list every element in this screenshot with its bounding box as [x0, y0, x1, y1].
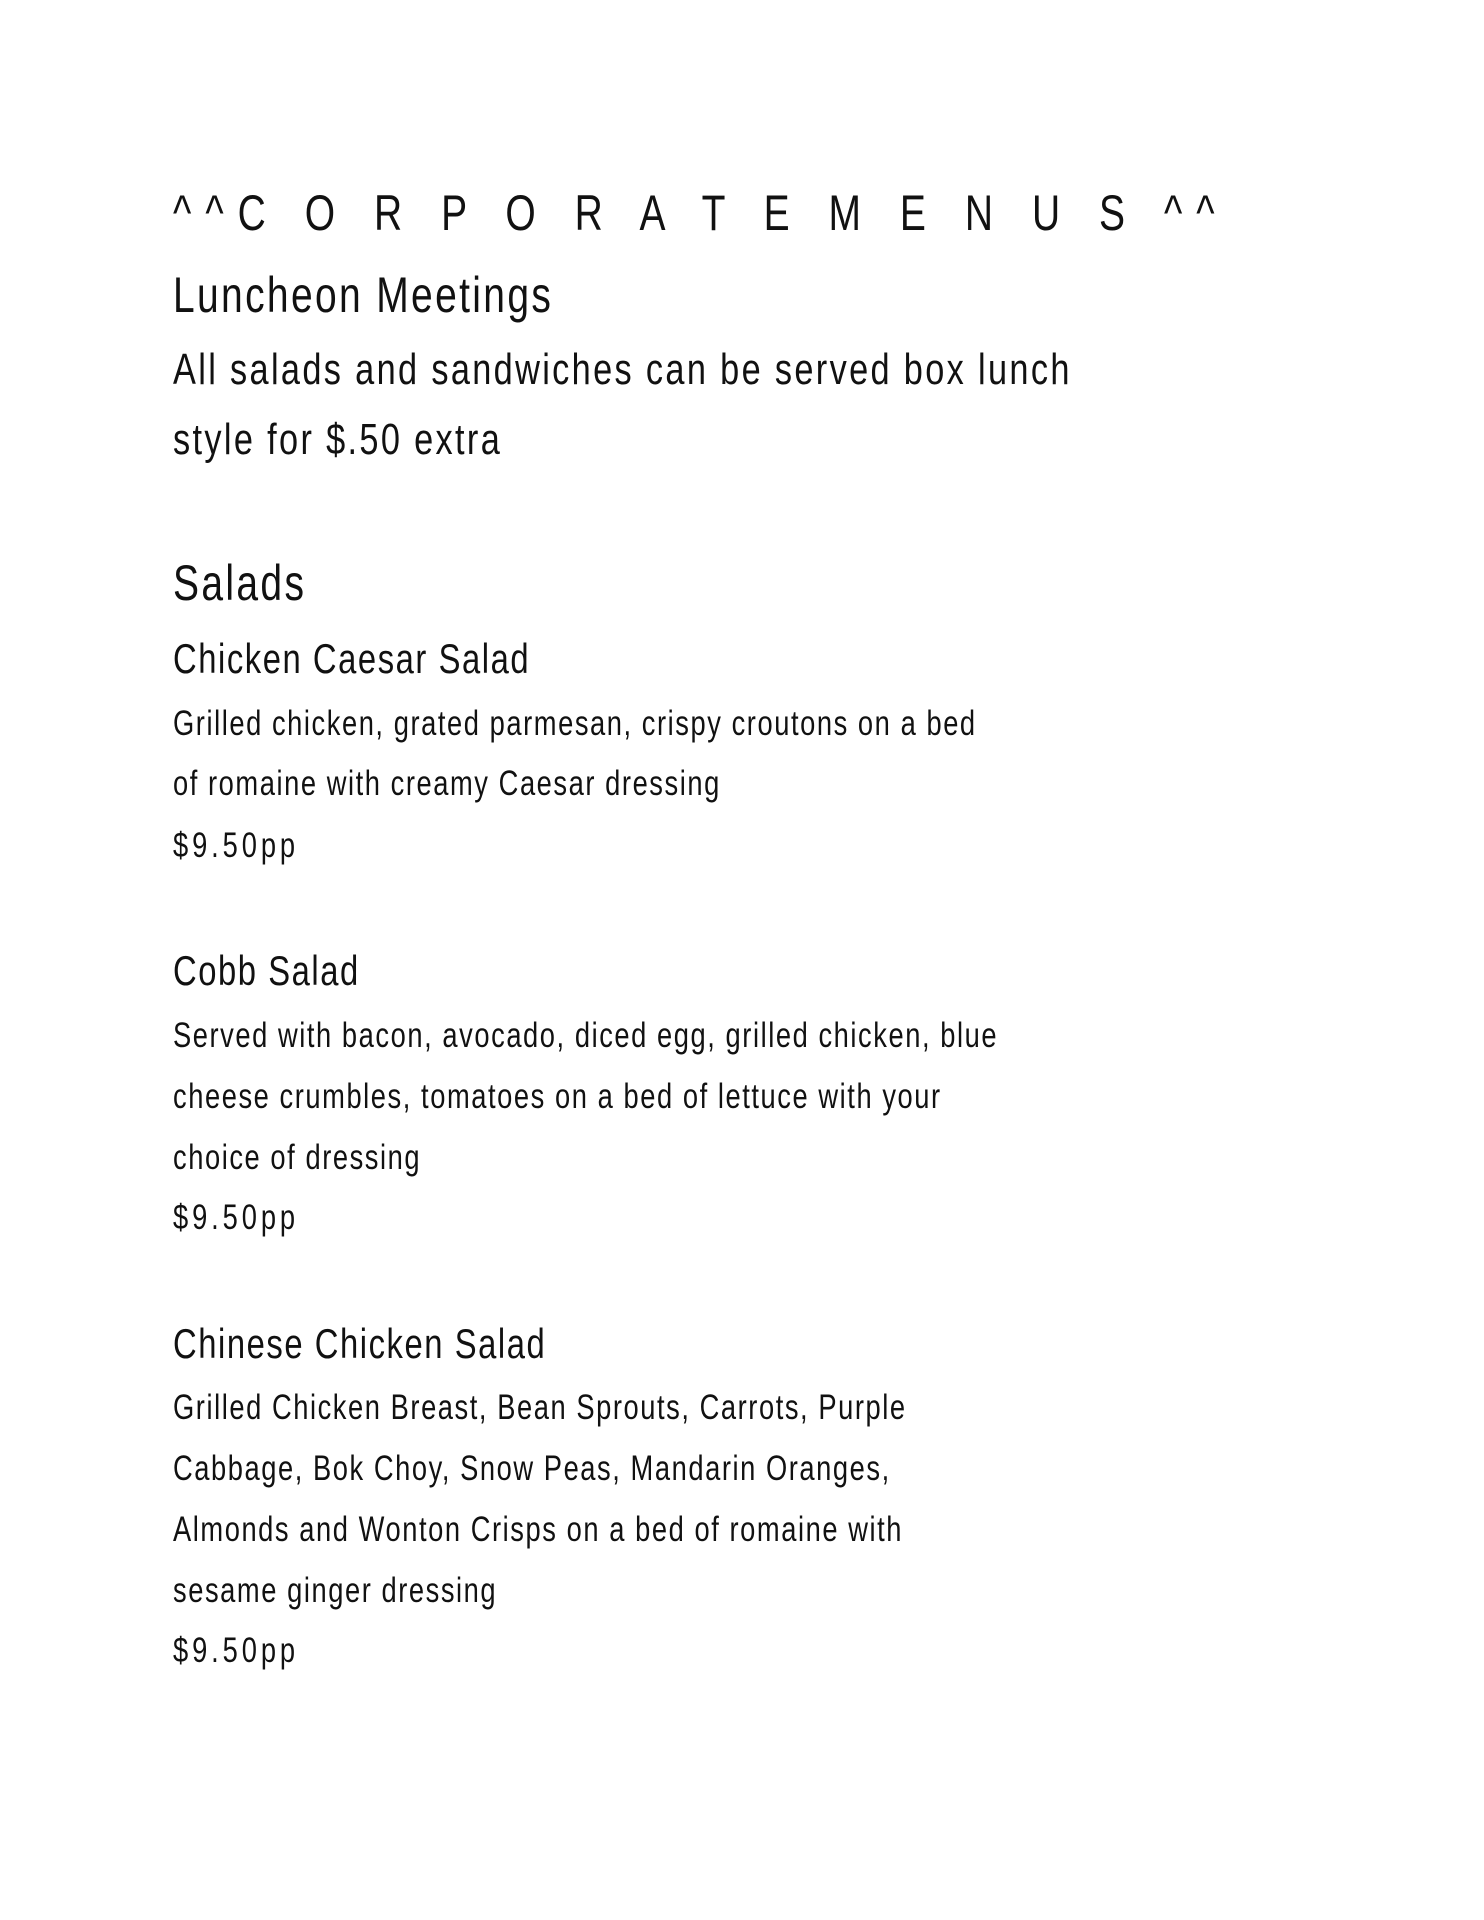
menu-item-description: Grilled Chicken Breast, Bean Sprouts, Carrots, Purple [173, 1388, 907, 1427]
menu-item-description: cheese crumbles, tomatoes on a bed of lettuce with your [173, 1077, 942, 1116]
menu-item-description: Grilled chicken, grated parmesan, crispy croutons on a bed [173, 704, 977, 743]
menu-item-price: $9.50pp [173, 1198, 299, 1237]
menu-item-description: choice of dressing [173, 1138, 422, 1177]
menu-item-price: $9.50pp [173, 1631, 299, 1670]
menu-item-name: Chicken Caesar Salad [173, 635, 531, 682]
menu-item-description: Almonds and Wonton Crisps on a bed of romaine with [173, 1510, 904, 1549]
menu-item-name: Cobb Salad [173, 947, 360, 994]
page-title: ^^C O R P O R A T E M E N U S ^^ [173, 185, 1229, 241]
menu-page [173, 0, 1353, 1920]
menu-item-description: of romaine with creamy Caesar dressing [173, 764, 721, 803]
intro-line-1: All salads and sandwiches can be served box lunch [173, 345, 1072, 394]
menu-item-price: $9.50pp [173, 826, 299, 865]
intro-line-2: style for $.50 extra [173, 415, 503, 464]
menu-item-description: sesame ginger dressing [173, 1571, 498, 1610]
section-title: Luncheon Meetings [173, 267, 554, 323]
menu-item-name: Chinese Chicken Salad [173, 1320, 547, 1367]
menu-item-description: Served with bacon, avocado, diced egg, grilled chicken, blue [173, 1016, 999, 1055]
category-title: Salads [173, 555, 307, 611]
menu-item-description: Cabbage, Bok Choy, Snow Peas, Mandarin Oranges, [173, 1449, 891, 1488]
